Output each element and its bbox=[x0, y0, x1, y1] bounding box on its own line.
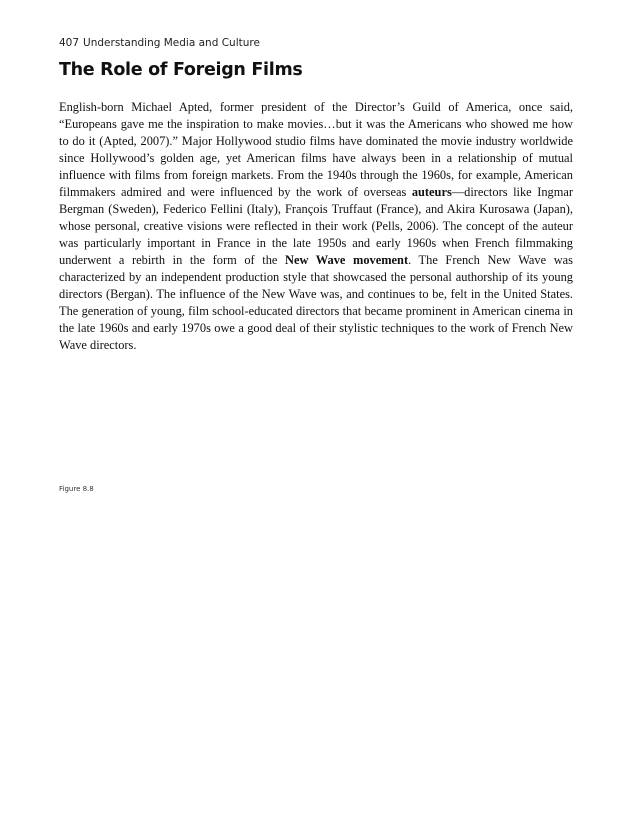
term-auteurs: auteurs bbox=[411, 185, 452, 199]
book-title: Understanding Media and Culture bbox=[83, 37, 260, 49]
paragraph-text-2: —directors like Ingmar Bergman (Sweden), Federico Fellini (Italy), François Truffaut (France), and Akira Kurosawa (Japan), whose personal, creative visions were reflected in their work (Pells, 2006). The concept of the auteur was particularly important in France in the late 1950s and early 1960s when French filmmaking underwent a rebirth in the form of the bbox=[59, 185, 573, 267]
figure-caption: Figure 8.8 bbox=[59, 485, 94, 493]
paragraph-text-1: English-born Michael Apted, former president of the Director’s Guild of America, once said, “Europeans gave me the inspiration to make movies…but it was the Americans who showed me how to do it (Apted, 2007).” Major Hollywood studio films have dominated the movie industry worldwide since Hollywood’s golden age, yet American films have always been in a relationship of mutual influence with films from foreign markets. From the 1940s through the 1960s, for example, American filmmakers admired and were influenced by the work of overseas bbox=[59, 100, 573, 199]
body-paragraph bbox=[59, 99, 573, 354]
page-number: 407 bbox=[59, 37, 80, 49]
running-header bbox=[59, 37, 260, 49]
paragraph-text-3: . The French New Wave was characterized by an independent production style that showcased the personal authorship of its young directors (Bergan). The influence of the New Wave was, and continues to be, felt in the United States. The generation of young, film school-educated directors that became prominent in American cinema in the late 1960s and early 1970s owe a good deal of their stylistic techniques to the work of French New Wave directors. bbox=[59, 253, 574, 352]
term-new-wave-movement: New Wave movement bbox=[285, 253, 409, 267]
section-title: The Role of Foreign Films bbox=[59, 60, 303, 80]
